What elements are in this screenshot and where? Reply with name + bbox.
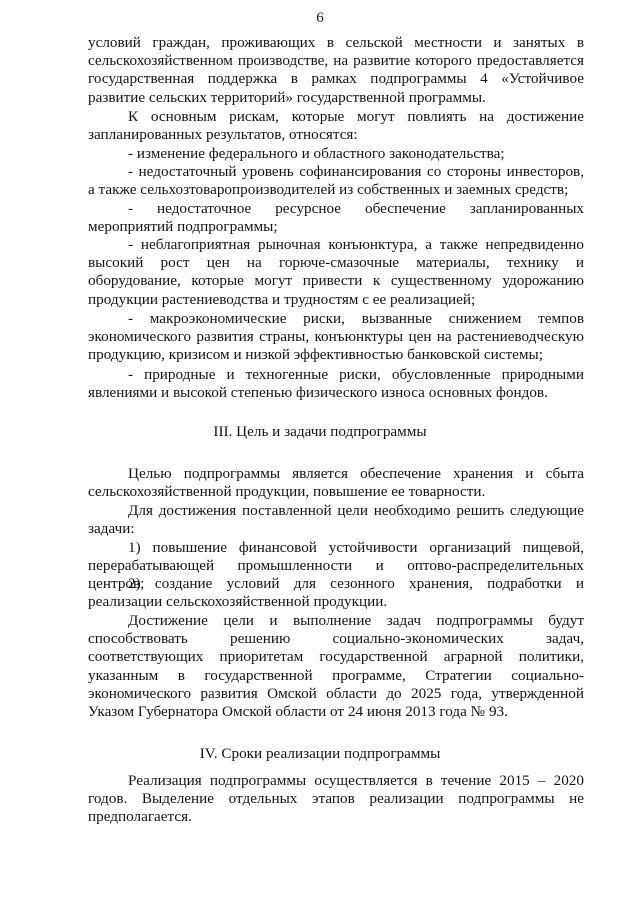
risk-item: - недостаточный уровень софинансирования со стороны инвесторов, а также сельхозтоваропроизводителей из собственных и заемных средств; <box>88 163 584 199</box>
achievement-paragraph: Достижение цели и выполнение задач подпрограммы будут способствовать решению социально-экономических задач, соответствующих приоритетам государственной аграрной политики, указанным в государственной программе, Стратегии социально-экономического развития Омской области до 2025 года, утвержденной Указом Губернатора Омской области от 24 июня 2013 года № 93. <box>88 612 584 721</box>
section-heading-goals: III. Цель и задачи подпрограммы <box>213 423 427 440</box>
intro-paragraph: условий граждан, проживающих в сельской местности и занятых в сельскохозяйственном производстве, на развитие которого предоставляется государственная поддержка в рамках подпрограммы 4 «Устойчивое развитие сельских территорий» государственной программы. <box>88 34 584 106</box>
section-heading-timeline: IV. Сроки реализации подпрограммы <box>199 745 441 762</box>
task-item: 1) повышение финансовой устойчивости организаций пищевой, перерабатывающей промышленности и оптово-распределительных центров; <box>88 539 584 593</box>
risk-item: - недостаточное ресурсное обеспечение запланированных мероприятий подпрограммы; <box>88 200 584 236</box>
risks-intro-paragraph: К основным рискам, которые могут повлиять на достижение запланированных результатов, относятся: <box>88 108 584 144</box>
goal-paragraph: Целью подпрограммы является обеспечение хранения и сбыта сельскохозяйственной продукции, повышение ее товарности. <box>88 465 584 501</box>
tasks-intro-paragraph: Для достижения поставленной цели необходимо решить следующие задачи: <box>88 502 584 538</box>
risk-item: - изменение федерального и областного законодательства; <box>128 145 505 162</box>
page-number: 6 <box>316 10 324 26</box>
task-item: 2) создание условий для сезонного хранения, подработки и реализации сельскохозяйственной продукции. <box>88 575 584 611</box>
risk-item: - природные и техногенные риски, обусловленные природными явлениями и высокой степенью физического износа основных фондов. <box>88 366 584 402</box>
timeline-paragraph: Реализация подпрограммы осуществляется в течение 2015 – 2020 годов. Выделение отдельных этапов реализации подпрограммы не предполагается. <box>88 772 584 826</box>
risk-item: - неблагоприятная рыночная конъюнктура, а также непредвиденно высокий рост цен на горюче-смазочные материалы, технику и оборудование, которые могут привести к существенному удорожанию продукции растениеводства и трудностям с ее реализацией; <box>88 236 584 308</box>
risk-item: - макроэкономические риски, вызванные снижением темпов экономического развития страны, конъюнктуры цен на растениеводческую продукцию, кризисом и низкой эффективностью банковской системы; <box>88 310 584 364</box>
